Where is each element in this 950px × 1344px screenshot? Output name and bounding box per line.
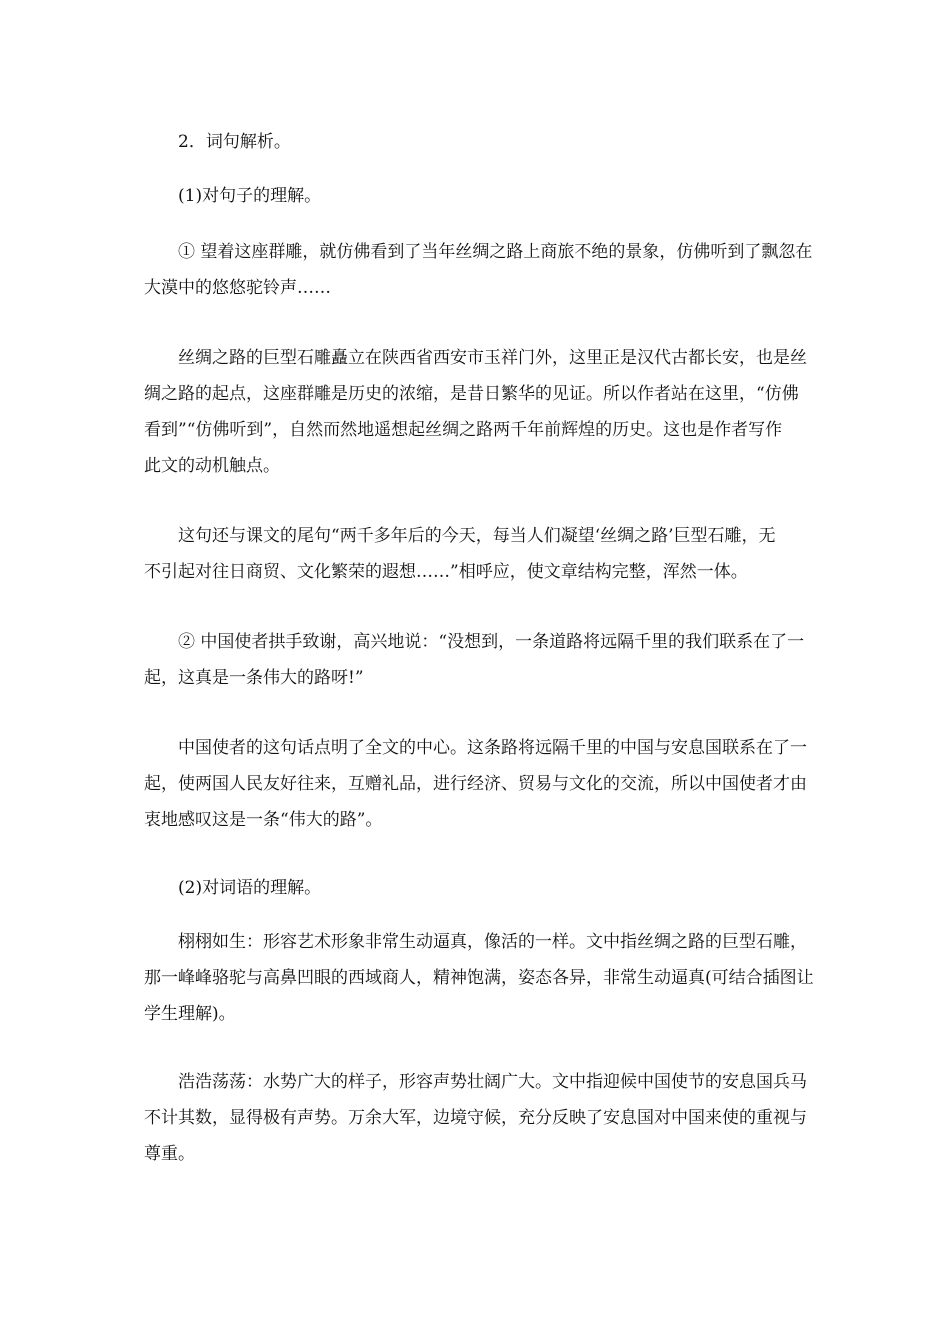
subheading-sentence-understanding (144, 178, 810, 214)
text-line: 栩栩如生：形容艺术形象非常生动逼真，像活的一样。文中指丝绸之路的巨型石雕， (178, 932, 807, 952)
text-line: 那一峰峰骆驼与高鼻凹眼的西域商人，精神饱满，姿态各异，非常生动逼真(可结合插图让 (144, 968, 814, 988)
word-paragraph-1 (144, 924, 814, 1032)
text-line: ② 中国使者拱手致谢，高兴地说：“没想到，一条道路将远隔千里的我们联系在了一 (178, 632, 805, 652)
text-line: 此文的动机触点。 (144, 456, 280, 476)
text-line: 看到”“仿佛听到”，自然而然地遥想起丝绸之路两千年前辉煌的历史。这也是作者写作 (144, 420, 783, 440)
text-line: 衷地感叹这是一条“伟大的路”。 (144, 810, 383, 830)
word-paragraph-2 (144, 1064, 810, 1172)
subheading-word-understanding (144, 870, 810, 906)
analysis-paragraph-1b (144, 518, 810, 590)
analysis-paragraph-1a (144, 340, 810, 484)
text-line: 不引起对往日商贸、文化繁荣的遐想……”相呼应，使文章结构完整，浑然一体。 (144, 562, 748, 582)
text-line: 绸之路的起点，这座群雕是历史的浓缩，是昔日繁华的见证。所以作者站在这里，“仿佛 (144, 384, 799, 404)
text-line: 起，使两国人民友好往来，互赠礼品，进行经济、贸易与文化的交流，所以中国使者才由 (144, 774, 807, 794)
text-line: (1)对句子的理解。 (178, 186, 322, 206)
text-line: (2)对词语的理解。 (178, 878, 322, 898)
text-line: ① 望着这座群雕，就仿佛看到了当年丝绸之路上商旅不绝的景象，仿佛听到了飘忽在 (178, 242, 813, 262)
quote-paragraph-1 (144, 234, 813, 306)
text-line: 丝绸之路的巨型石雕矗立在陕西省西安市玉祥门外，这里正是汉代古都长安，也是丝 (178, 348, 807, 368)
text-line: 这句还与课文的尾句“两千多年后的今天，每当人们凝望‘丝绸之路’巨型石雕，无 (178, 526, 776, 546)
analysis-paragraph-2 (144, 730, 810, 838)
text-line: 浩浩荡荡：水势广大的样子，形容声势壮阔广大。文中指迎候中国使节的安息国兵马 (178, 1072, 807, 1092)
text-line: 2．词句解析。 (178, 132, 291, 152)
text-line: 中国使者的这句话点明了全文的中心。这条路将远隔千里的中国与安息国联系在了一 (178, 738, 807, 758)
section-heading (144, 124, 810, 160)
text-line: 学生理解)。 (144, 1004, 236, 1024)
quote-paragraph-2 (144, 624, 810, 696)
text-line: 尊重。 (144, 1144, 195, 1164)
text-line: 大漠中的悠悠驼铃声…… (144, 278, 331, 298)
text-line: 起，这真是一条伟大的路呀!” (144, 668, 364, 688)
text-line: 不计其数，显得极有声势。万余大军，边境守候，充分反映了安息国对中国来使的重视与 (144, 1108, 807, 1128)
